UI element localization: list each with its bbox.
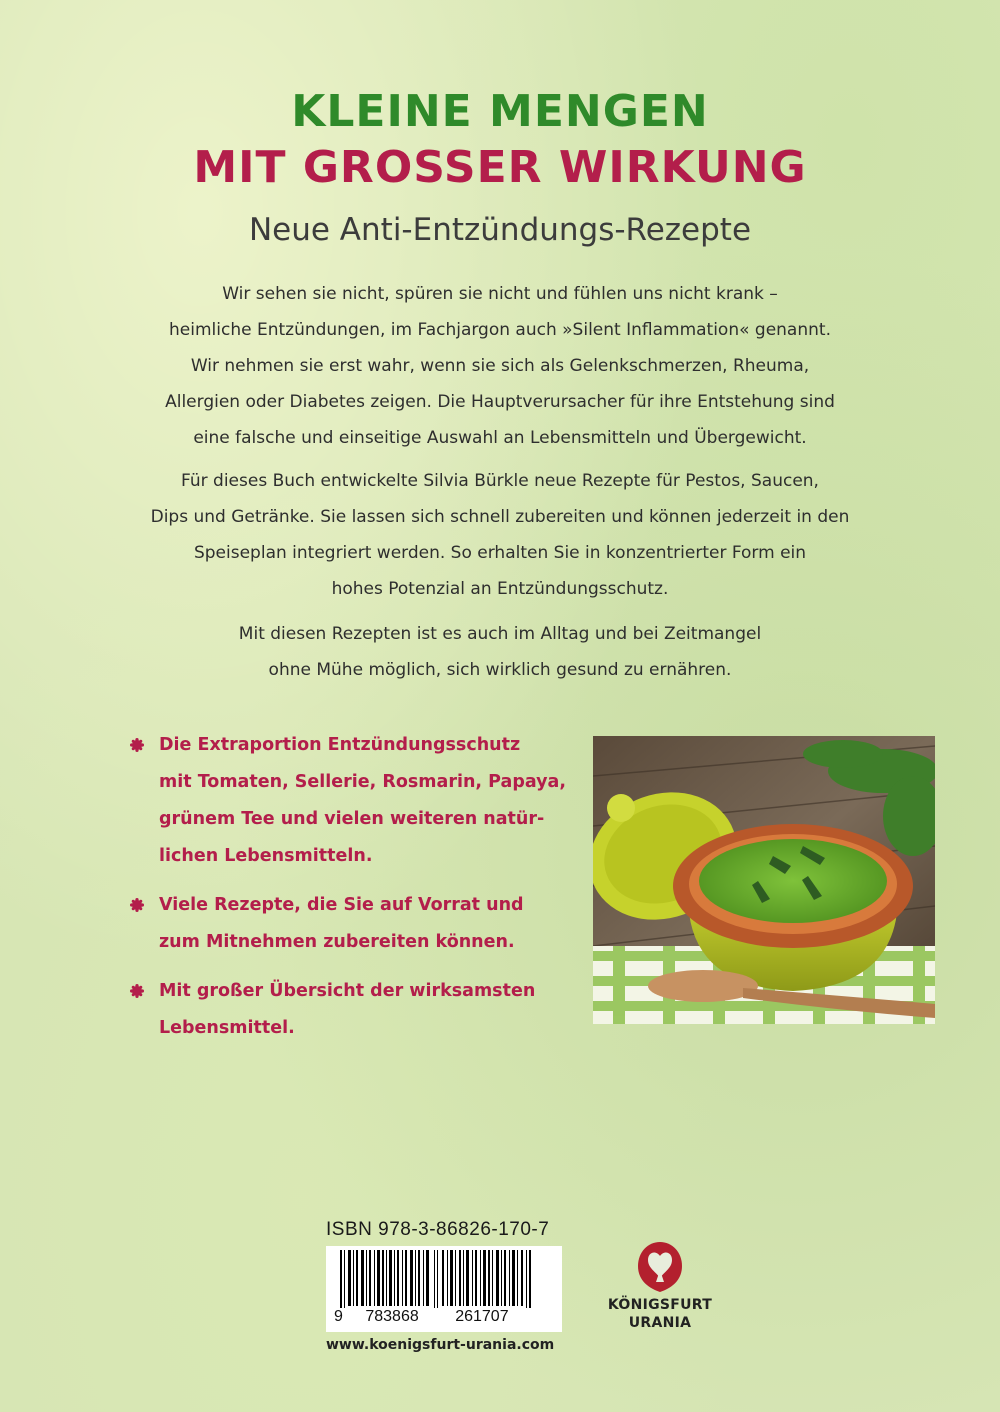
barcode-digit-group: 261707 [455, 1308, 509, 1325]
bullet-text: Die [159, 735, 198, 755]
publisher-logo [590, 1240, 730, 1332]
publisher-name-line-1: KÖNIGSFURT [607, 1297, 713, 1313]
flower-bullet-icon [130, 898, 144, 912]
isbn-label: ISBN 978-3-86826-170-7 [326, 1219, 550, 1240]
text-line: heimliche Entzündungen, im Fachjargon auch »Silent Inflammation« genannt. [169, 320, 831, 340]
closing-paragraph [110, 616, 890, 688]
publisher-emblem-icon [630, 1240, 690, 1294]
bullet-text: mit Tomaten, Sellerie, Rosmarin, Papaya, [159, 772, 566, 792]
bullet-text: lichen Lebensmitteln. [159, 846, 373, 866]
text-line: Wir nehmen sie erst wahr, wenn sie sich als Gelenkschmerzen, Rheuma, [190, 356, 810, 376]
feature-item [130, 973, 570, 1047]
bullet-text: Lebensmittel. [159, 1018, 295, 1038]
bullet-highlight: auf Vorrat [380, 895, 481, 915]
publisher-website: www.koenigsfurt-urania.com [326, 1337, 555, 1353]
bullet-text: zubereiten können. [317, 932, 515, 952]
bullet-text: grünem Tee und vielen weiteren natür- [159, 809, 545, 829]
title-line-2: MIT GROSSER WIRKUNG [193, 142, 807, 193]
soup-pot-illustration [593, 736, 935, 1024]
feature-item [130, 887, 570, 961]
feature-list [130, 727, 570, 1059]
text-line: hohes Potenzial an Entzündungsschutz. [331, 579, 669, 599]
soup-photo [593, 736, 935, 1024]
title-line-1: KLEINE MENGEN [291, 86, 709, 137]
barcode-digits [334, 1308, 560, 1330]
flower-bullet-icon [130, 984, 144, 998]
text-line: ohne Mühe möglich, sich wirklich gesund zu ernähren. [268, 660, 732, 680]
subtitle: Neue Anti-Entzündungs-Rezepte [248, 212, 752, 248]
publisher-name-line-2: URANIA [628, 1315, 692, 1331]
feature-item [130, 727, 570, 875]
text-line: Dips und Getränke. Sie lassen sich schnell zubereiten und können jederzeit in den [150, 507, 850, 527]
text-line: eine falsche und einseitige Auswahl an Lebensmitteln und Übergewicht. [193, 428, 807, 448]
text-line: Allergien oder Diabetes zeigen. Die Hauptverursacher für ihre Entstehung sind [165, 392, 835, 412]
text-line: Wir sehen sie nicht, spüren sie nicht und fühlen uns nicht krank – [222, 284, 778, 304]
flower-bullet-icon [130, 738, 144, 752]
intro-paragraph [110, 276, 890, 456]
bullet-highlight: Extraportion Entzündungsschutz [197, 735, 521, 755]
bullet-highlight: zum Mitnehmen [159, 932, 318, 952]
bullet-highlight: Mit großer Übersicht [159, 981, 365, 1001]
barcode-digit-group: 783868 [365, 1308, 419, 1325]
barcode-digit-first: 9 [334, 1308, 343, 1325]
bullet-text: und [480, 895, 524, 915]
text-line: Für dieses Buch entwickelte Silvia Bürkle neue Rezepte für Pestos, Saucen, [181, 471, 819, 491]
bullet-text: der wirksamsten [364, 981, 536, 1001]
author-paragraph [110, 463, 890, 607]
text-line: Speiseplan integriert werden. So erhalten Sie in konzentrierter Form ein [193, 543, 807, 563]
text-line: Mit diesen Rezepten ist es auch im Alltag und bei Zeitmangel [238, 624, 762, 644]
bullet-text: Viele Rezepte, die Sie [159, 895, 381, 915]
